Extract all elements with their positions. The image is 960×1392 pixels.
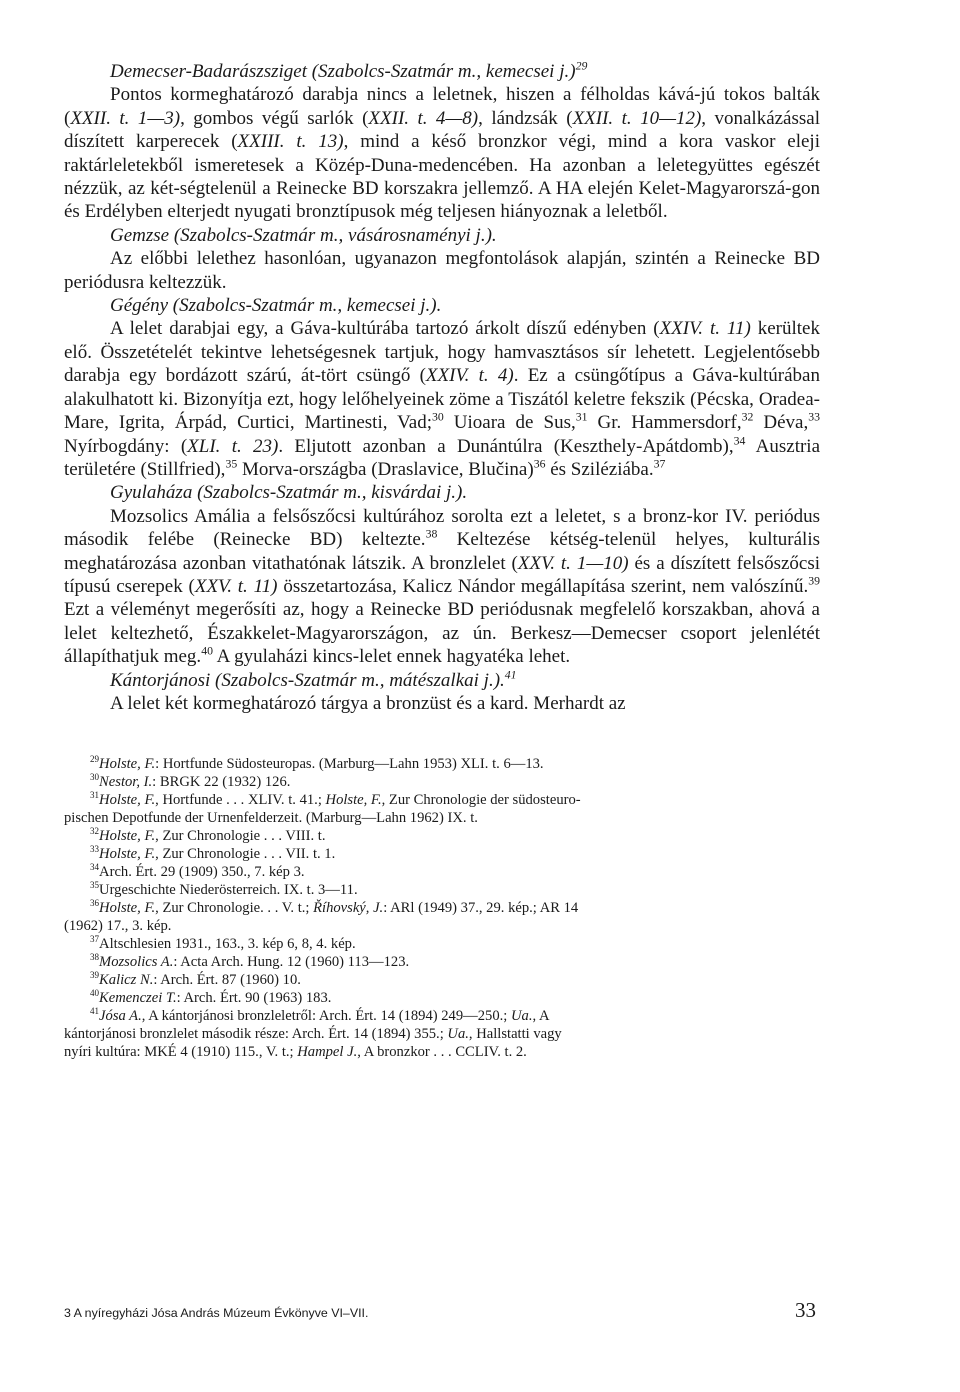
plate-ref: XXIII. t. 13): [237, 131, 344, 153]
footnote-ref: 39: [808, 574, 820, 588]
footnote-ref: 35: [225, 457, 238, 471]
author: Holste, F.: [99, 792, 156, 809]
footnote: [64, 827, 820, 845]
citation: , A bronzkor . . . CCLIV. t. 2.: [357, 1044, 527, 1061]
citation: : ARl (1949) 37., 29. kép.; AR 14: [383, 900, 579, 917]
author: Jósa A.: [99, 1008, 142, 1025]
footnote: [64, 971, 820, 989]
text: , vonalkázással díszített karperecek (: [64, 107, 820, 153]
footnote-number: 37: [90, 934, 100, 945]
footnote: [64, 899, 820, 917]
paragraph: [64, 505, 820, 669]
citation: , Hallstatti vagy: [468, 1026, 562, 1043]
author: Kalicz N.: [99, 972, 154, 989]
plate-ref: XXIV. t. 11): [659, 318, 751, 340]
citation: Arch. Ért. 29 (1909) 350., 7. kép 3.: [99, 864, 305, 881]
footnote-number: 30: [90, 772, 100, 783]
citation: , Hortfunde . . . XLIV. t. 41.;: [155, 792, 326, 809]
footnotes: [64, 755, 820, 1061]
footnote: [64, 953, 820, 971]
text: kerültek elő. Összetételét tekintve lehetségesnek tartjuk, hogy hamvasztásos sír lehetett. Legjelentősebb darabja egy bordázott szárú, át-tört csüngő (: [64, 318, 820, 387]
text: Déva,: [753, 412, 809, 434]
footnote-number: 38: [90, 952, 100, 963]
footnote-number: 29: [90, 754, 100, 765]
citation: Altschlesien 1931., 163., 3. kép 6, 8, 4. kép.: [99, 936, 356, 953]
author: Říhovský, J.: [313, 900, 384, 917]
text: Morva-országba (Draslavice, Blučina): [237, 458, 534, 480]
plate-ref: XXII. t. 4—8): [368, 107, 479, 129]
site-title: Gyulaháza (Szabolcs-Szatmár m., kisvárdai j.).: [110, 482, 468, 504]
site-title: Gemzse (Szabolcs-Szatmár m., vásárosnaményi j.).: [110, 224, 497, 246]
citation: Urgeschichte Niederösterreich. IX. t. 3—11.: [99, 882, 358, 899]
citation: kántorjánosi bronzlelet második része: Arch. Ért. 14 (1894) 355.;: [64, 1026, 448, 1043]
footnote-number: 32: [90, 826, 100, 837]
author: Holste, F.: [99, 846, 156, 863]
footnote: [64, 881, 820, 899]
plate-ref: XXV. t. 1—10): [517, 552, 629, 574]
citation: , Zur Chronologie. . . V. t.;: [155, 900, 314, 917]
citation: : Arch. Ért. 90 (1963) 183.: [176, 990, 332, 1007]
citation: : Arch. Ért. 87 (1960) 10.: [153, 972, 301, 989]
text: és Sziléziába.: [545, 458, 654, 480]
footnote-number: 33: [90, 844, 100, 855]
text: Mozsolics Amália a felsőszőcsi kultúrához sorolta ezt a leletet, s a bronz-kor IV. periódus második felébe (Reinecke BD) keltezte.: [64, 505, 820, 551]
footnote: [64, 845, 820, 863]
author: Ua.: [511, 1008, 533, 1025]
footnote-ref: 33: [808, 410, 820, 424]
footnote: [64, 773, 820, 791]
author: Ua.: [447, 1026, 469, 1043]
footnote-continuation: [64, 1043, 820, 1061]
running-footer: 3 A nyíregyházi Jósa András Múzeum Évkönyve VI–VII.: [64, 1306, 369, 1320]
site-heading: [64, 60, 820, 83]
footnote-ref: 36: [533, 457, 546, 471]
citation: , Zur Chronologie der südosteuro-: [381, 792, 581, 809]
text: , lándzsák (: [478, 107, 573, 129]
plate-ref: XXII. t. 10—12): [572, 107, 702, 129]
footnote: [64, 935, 820, 953]
footnote-ref: 32: [741, 410, 754, 424]
plate-ref: XLI. t. 23): [187, 435, 279, 457]
footnote-ref: 30: [432, 410, 444, 424]
footnote-ref: 31: [575, 410, 588, 424]
footnote: [64, 791, 820, 809]
footnote-continuation: [64, 1025, 820, 1043]
text: A lelet két kormeghatározó tárgya a bronzüst és a kard. Merhardt az: [110, 692, 626, 714]
site-heading: [64, 294, 820, 317]
footnote-ref: 34: [733, 434, 746, 448]
text: Keltezése kétség-telenül helyes, kulturális meghatározása azonban vitathatónak látszik. A bronzlelet (: [64, 529, 821, 574]
site-title: Gégény (Szabolcs-Szatmár m., kemecsei j.).: [110, 295, 442, 317]
author: Holste, F.: [99, 828, 156, 845]
text: összetartozása, Kalicz Nándor megállapítása szerint, nem valószínű.: [277, 575, 809, 597]
footnote: [64, 755, 820, 773]
footnote-number: 41: [90, 1006, 100, 1017]
site-title: Kántorjánosi (Szabolcs-Szatmár m., mátészalkai j.).: [110, 669, 505, 691]
text: . Ez a csüngőtípus a Gáva-kultúrában alakulhatott ki. Bizonyítja ezt, hogy lelőhelyeinek zöme a Tiszától keletre fekszik (Pécska, Oradea-Mare, Igrita, Árpád, Curtici, Martinesti, Vad;: [64, 365, 820, 434]
main-text: [64, 60, 820, 715]
text: A gyulaházi kincs-lelet ennek hagyatéka lehet.: [212, 646, 571, 668]
plate-ref: XXV. t. 11): [194, 575, 278, 597]
citation: nyíri kultúra: MKÉ 4 (1910) 115., V. t.;: [64, 1044, 298, 1061]
plate-ref: XXIV. t. 4): [425, 365, 514, 387]
author: Hampel J.: [297, 1044, 358, 1061]
paragraph: [64, 83, 820, 223]
citation: : BRGK 22 (1932) 126.: [152, 774, 291, 791]
footnote-ref: 40: [201, 644, 213, 658]
footnote-number: 36: [90, 898, 100, 909]
author: Nestor, I.: [99, 774, 153, 791]
citation: (1962) 17., 3. kép.: [64, 918, 172, 935]
footnote-number: 34: [90, 862, 100, 873]
paragraph: [64, 692, 820, 715]
text: A lelet darabjai egy, a Gáva-kultúrába tartozó árkolt díszű edényben (: [110, 318, 660, 340]
footnote-ref: 41: [504, 668, 517, 682]
footnote: [64, 989, 820, 1007]
text: Gr. Hammersdorf,: [587, 412, 742, 434]
author: Holste, F.: [99, 900, 156, 917]
citation: : Hortfunde Südosteuropas. (Marburg—Lahn 1953) XLI. t. 6—13.: [155, 756, 544, 773]
author: Holste, F.: [99, 756, 156, 773]
footnote-number: 35: [90, 880, 100, 891]
site-heading: [64, 481, 820, 504]
paragraph: [64, 317, 820, 481]
site-title: Demecser-Badarászsziget (Szabolcs-Szatmár m., kemecsei j.): [110, 61, 576, 82]
footnote-continuation: [64, 809, 820, 827]
citation: , Zur Chronologie . . . VIII. t.: [155, 828, 326, 845]
footnote-continuation: [64, 917, 820, 935]
site-heading: [64, 224, 820, 247]
citation: , Zur Chronologie . . . VII. t. 1.: [155, 846, 336, 863]
text: és a díszített felsőszőcsi típusú cserepek (: [64, 552, 821, 597]
footnote-ref: 37: [653, 457, 666, 471]
text: , mind a késő bronzkor végi, mind a kora vaskor eleji raktárleletekből ismeretesek a Közép-Duna-medencében. Ha azonban a leletegyüttes egészét nézzük, az két-ségtelenül a Reinecke BD korszakra jellemző. A HA elején Kelet-Magyarorszá-gon és Erdélyben elterjedt nyugati bronztípusok még teljesen hiányoznak a leletből.: [64, 131, 820, 223]
text: , gombos végű sarlók (: [180, 107, 369, 129]
footnote-ref: 38: [425, 527, 438, 541]
citation: pischen Depotfunde der Urnenfelderzeit. (Marburg—Lahn 1962) IX. t.: [64, 810, 478, 827]
text: Uioara de Sus,: [443, 412, 576, 434]
author: Kemenczei T.: [99, 990, 177, 1007]
author: Holste, F.: [325, 792, 382, 809]
author: Mozsolics A.: [99, 954, 174, 971]
footnote: [64, 1007, 820, 1025]
text: Ezt a véleményt megerősíti az, hogy a Reinecke BD periódusnak megfelelő korszakban, ahová a lelet keltezhető, Északkelet-Magyarországon, az ún. Berkesz—Demecser csoport jelenlétét állapíthatjuk meg.: [64, 599, 820, 668]
footnote-number: 40: [90, 988, 100, 999]
footnote: [64, 863, 820, 881]
footnote-number: 31: [90, 790, 100, 801]
page-number: 33: [795, 1298, 816, 1322]
text: Nyírbogdány: (: [64, 435, 188, 457]
citation: , A kántorjánosi bronzleletről: Arch. Ért. 14 (1894) 249—250.;: [141, 1008, 511, 1025]
paragraph: [64, 247, 820, 294]
text: Pontos kormeghatározó darabja nincs a leletnek, hiszen a félholdas kává-jú tokos balták (: [64, 84, 820, 129]
text: . Eljutott azonban a Dunántúlra (Keszthely-Apátdomb),: [278, 435, 734, 457]
text: Az előbbi lelethez hasonlóan, ugyanazon megfontolások alapján, szintén a Reinecke BD periódusra keltezzük.: [64, 248, 820, 293]
text: Ausztria területére (Stillfried),: [64, 435, 821, 480]
site-heading: [64, 669, 820, 692]
citation: : Acta Arch. Hung. 12 (1960) 113—123.: [173, 954, 410, 971]
footnote-ref: 29: [575, 59, 588, 73]
plate-ref: XXII. t. 1—3): [70, 107, 181, 129]
citation: , A: [532, 1008, 550, 1025]
footnote-number: 39: [90, 970, 100, 981]
